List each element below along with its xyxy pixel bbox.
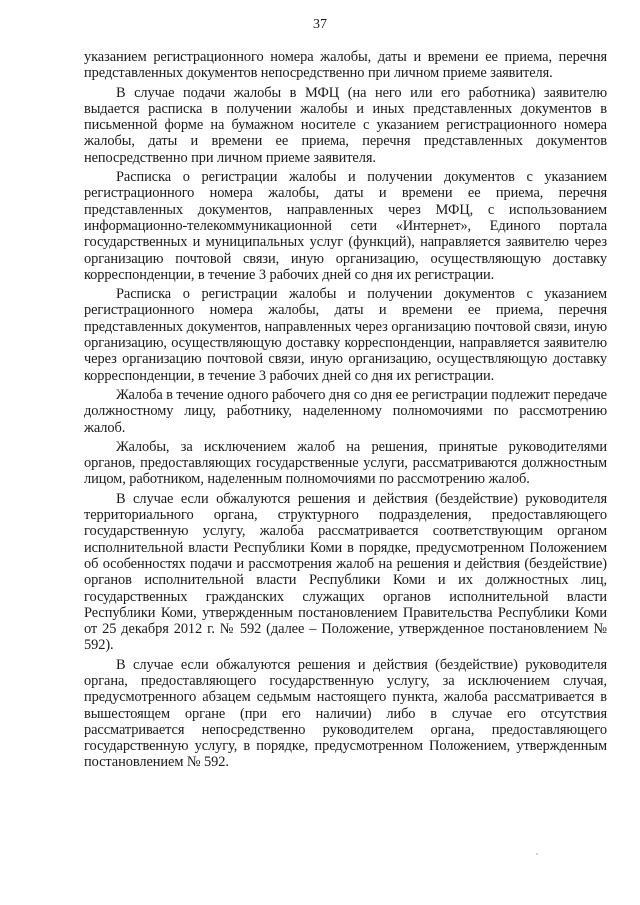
paragraph-territorial-body: В случае если обжалуются решения и действия (бездействие) руководителя территориального органа, структурного подразделения, предоставляющего государственную услугу, жалоба рассматривается соответствующим органом исполнительной власти Республики Коми в порядке, предусмотренном Положением об особенностях подачи и рассмотрения жалоб на решения и действия (бездействие) органов исполнительной власти Республики Коми и их должностных лиц, государственных гражданских служащих органов исполнительной власти Республики Коми, утвержденным постановлением Правительства Республики Коми от 25 декабря 2012 г. № 592 (далее – Положение, утвержденное постановлением № 592).: [84, 490, 607, 654]
paragraph-receipt-internet: Расписка о регистрации жалобы и получении документов с указанием регистрационного номера жалобы, даты и времени ее приема, перечня представленных документов, направленных через МФЦ, с использованием информационно-телекоммуникационной сети «Интернет», Единого портала государственных и муниципальных услуг (функций), направляется заявителю через организацию почтовой связи, иную организацию, осуществляющую доставку корреспонденции, в течение 3 рабочих дней со дня их регистрации.: [84, 169, 607, 283]
scan-speck: [536, 853, 538, 855]
page-number: 37: [313, 17, 327, 32]
paragraph-mfc-receipt: В случае подачи жалобы в МФЦ (на него или его работника) заявителю выдается расписка в получении жалобы и иных представленных документов в письменной форме на бумажном носителе с указанием регистрационного номера жалобы, даты и времени ее приема, перечня представленных документов непосредственно при личном приеме заявителя.: [84, 84, 607, 166]
paragraph-receipt-post: Расписка о регистрации жалобы и получении документов с указанием регистрационного номера жалобы, даты и времени ее приема, перечня представленных документов, направленных через организацию почтовой связи, иную организацию, осуществляющую доставку корреспонденции, направляется заявителю через организацию почтовой связи, иную организацию, осуществляющую доставку корреспонденции, в течение 3 рабочих дней со дня их регистрации.: [84, 286, 607, 384]
paragraph-continuation: указанием регистрационного номера жалобы, даты и времени ее приема, перечня представленных документов непосредственно при личном приеме заявителя.: [84, 49, 607, 82]
paragraph-head-of-body: В случае если обжалуются решения и действия (бездействие) руководителя органа, предоставляющего государственную услугу, за исключением случая, предусмотренного абзацем седьмым настоящего пункта, жалоба рассматривается в вышестоящем органе (при его наличии) либо в случае его отсутствия рассматривается непосредственно руководителем органа, предоставляющего государственную услугу, в порядке, предусмотренном Положением, утвержденным постановлением № 592.: [84, 656, 607, 771]
paragraph-complaint-transfer: Жалоба в течение одного рабочего дня со дня ее регистрации подлежит передаче должностному лицу, работнику, наделенному полномочиями по рассмотрению жалоб.: [84, 386, 607, 436]
document-body: [84, 49, 607, 774]
paragraph-complaint-review: Жалобы, за исключением жалоб на решения, принятые руководителями органов, предоставляющих государственные услуги, рассматриваются должностным лицом, работником, наделенным полномочиями по рассмотрению жалоб.: [84, 438, 607, 488]
